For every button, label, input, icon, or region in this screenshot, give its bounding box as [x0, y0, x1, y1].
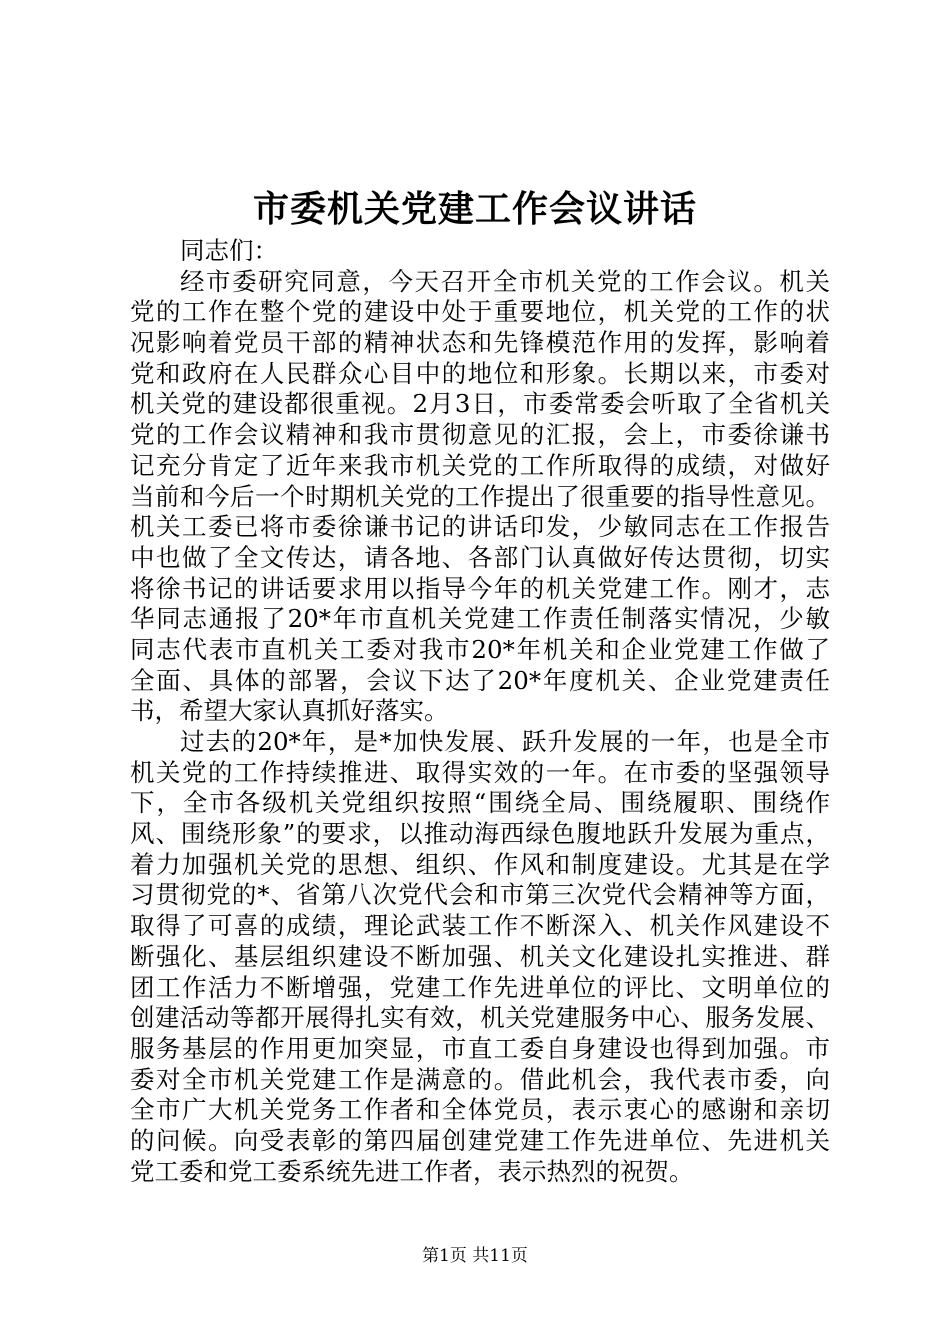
text-line: 服务基层的作用更加突显，市直工委自身建设也得到加强。市: [130, 1033, 830, 1063]
text-line: 机关党的建设都很重视。2月3日，市委常委会听取了全省机关: [130, 389, 830, 419]
text-line: 取得了可喜的成绩，理论武装工作不断深入、机关作风建设不: [130, 911, 830, 941]
text-line: 创建活动等都开展得扎实有效，机关党建服务中心、服务发展、: [130, 1003, 830, 1033]
text-line: 机关党的工作持续推进、取得实效的一年。在市委的坚强领导: [130, 757, 830, 787]
text-line: 全市广大机关党务工作者和全体党员，表示衷心的感谢和亲切: [130, 1095, 830, 1125]
text-line: 风、围绕形象”的要求，以推动海西绿色腹地跃升发展为重点，: [130, 819, 830, 849]
text-line: 断强化、基层组织建设不断加强、机关文化建设扎实推进、群: [130, 941, 830, 971]
page-footer: 第1页 共11页: [422, 1246, 528, 1266]
document-body: [130, 236, 830, 1187]
text-line: 的问候。向受表彰的第四届创建党建工作先进单位、先进机关: [130, 1125, 830, 1155]
text-line: 全面、具体的部署，会议下达了20*年度机关、企业党建责任: [130, 665, 830, 695]
text-line: 党的工作会议精神和我市贯彻意见的汇报，会上，市委徐谦书: [130, 420, 830, 450]
text-line: 过去的20*年，是*加快发展、跃升发展的一年，也是全市: [180, 727, 830, 756]
text-line: 同志代表市直机关工委对我市20*年机关和企业党建工作做了: [130, 634, 830, 664]
text-line: 党工委和党工委系统先进工作者，表示热烈的祝贺。: [130, 1156, 694, 1186]
text-line: 当前和今后一个时期机关党的工作提出了很重要的指导性意见。: [130, 481, 830, 511]
text-line: 同志们：: [180, 236, 278, 265]
text-line: 党的工作在整个党的建设中处于重要地位，机关党的工作的状: [130, 297, 830, 327]
text-line: 将徐书记的讲话要求用以指导今年的机关党建工作。刚才，志: [130, 573, 830, 603]
text-line: 团工作活力不断增强，党建工作先进单位的评比、文明单位的: [130, 972, 830, 1002]
text-line: 况影响着党员干部的精神状态和先锋模范作用的发挥，影响着: [130, 328, 830, 358]
text-line: 华同志通报了20*年市直机关党建工作责任制落实情况，少敏: [130, 604, 830, 634]
text-line: 书，希望大家认真抓好落实。: [130, 696, 449, 726]
text-line: 中也做了全文传达，请各地、各部门认真做好传达贯彻，切实: [130, 542, 830, 572]
text-line: 习贯彻党的*、省第八次党代会和市第三次党代会精神等方面，: [130, 880, 830, 910]
text-line: 委对全市机关党建工作是满意的。借此机会，我代表市委，向: [130, 1064, 830, 1094]
text-line: 记充分肯定了近年来我市机关党的工作所取得的成绩，对做好: [130, 450, 830, 480]
text-line: 经市委研究同意，今天召开全市机关党的工作会议。机关: [180, 266, 830, 296]
text-line: 着力加强机关党的思想、组织、作风和制度建设。尤其是在学: [130, 849, 830, 879]
text-line: 党和政府在人民群众心目中的地位和形象。长期以来，市委对: [130, 358, 830, 388]
text-line: 下，全市各级机关党组织按照“围绕全局、围绕履职、围绕作: [130, 788, 830, 818]
text-line: 机关工委已将市委徐谦书记的讲话印发，少敏同志在工作报告: [130, 512, 830, 542]
document-title: 市委机关党建工作会议讲话: [252, 188, 697, 230]
